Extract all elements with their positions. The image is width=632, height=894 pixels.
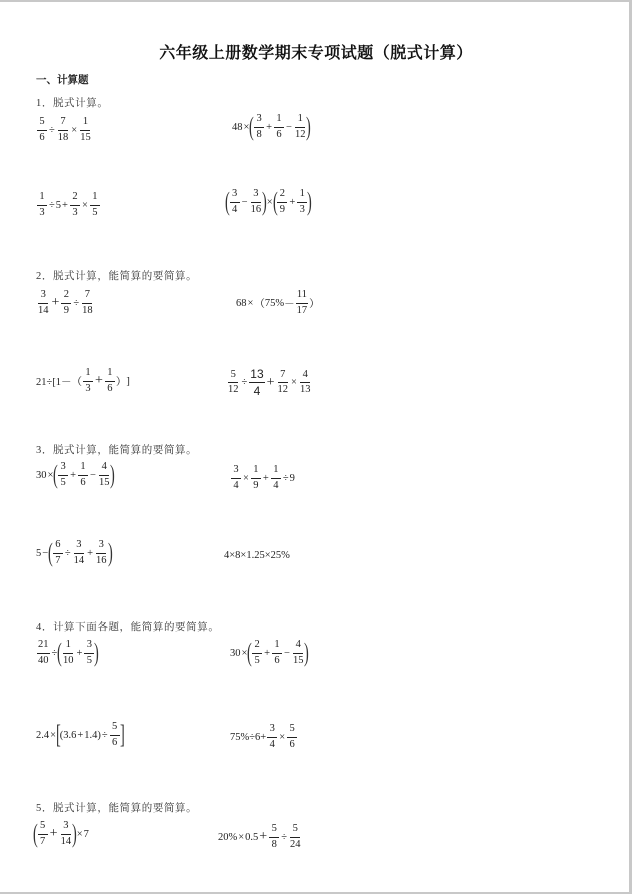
expression-4b: 30 × ( $\frac{2}{5}$ + $\frac{1}{6}$ − $\frac{4}{15}$ ) [230, 638, 310, 667]
expression-5b: 20% × 0.5 + $\frac{5}{8}$ ÷ $\frac{5}{24}$ [218, 823, 301, 850]
question-3-label: 3．脱式计算，能简算的要简算。 [36, 445, 198, 456]
question-2-label: 2．脱式计算，能简算的要简算。 [36, 271, 198, 282]
page-title: 六年级上册数学期末专项试题（脱式计算） [159, 45, 473, 62]
expression-1b: 48 × ( $\frac{3}{8}$ + $\frac{1}{6}$ − $\frac{1}{12}$ ) [232, 112, 312, 141]
expression-4c: 2.4 × [ ( 3.6 + 1.4 ) ÷ $\frac{5}{6}$ ] [36, 720, 125, 749]
expression-3b: $\frac{3}{4}$ × $\frac{1}{9}$ + $\frac{1}{4}$ ÷ 9 [230, 465, 295, 491]
expression-4d: 75%÷6+ $\frac{3}{4}$ × $\frac{5}{6}$ [230, 724, 298, 750]
question-4-label: 4．计算下面各题，能简算的要简算。 [36, 622, 220, 633]
expression-5a: ( $\frac{5}{7}$ + $\frac{3}{14}$ ) × 7 [32, 819, 89, 848]
expression-2d: $\frac{5}{12}$ ÷ $\frac{13}{4}$ + $\frac{7}{12}$ × $\frac{4}{13}$ [228, 367, 311, 398]
expression-3c: 5 − ( $\frac{6}{7}$ ÷ $\frac{3}{14}$ + $\frac{3}{16}$ ) [36, 538, 113, 567]
expression-3d: 4×8×1.25×25% [224, 550, 290, 561]
expression-1d: ( $\frac{3}{4}$ − $\frac{3}{16}$ ) × ( $\frac{2}{9}$ + $\frac{1}{3}$ ) [224, 187, 313, 216]
expression-1a: $\frac{5}{6}$ ÷ $\frac{7}{18}$ × $\frac{1}{15}$ [36, 117, 93, 143]
section-heading: 一、计算题 [36, 75, 89, 86]
expression-4a: $\frac{21}{40}$ ÷ ( $\frac{1}{10}$ + $\frac{3}{5}$ ) [38, 638, 100, 667]
expression-1c: $\frac{1}{3}$ ÷ 5 + $\frac{2}{3}$ × $\frac{1}{5}$ [36, 192, 101, 218]
expression-2b: 68 × （ 75% － $\frac{11}{17}$ ） [236, 289, 320, 316]
question-5-label: 5．脱式计算，能简算的要简算。 [36, 803, 198, 814]
expression-3a: 30 × ( $\frac{3}{5}$ + $\frac{1}{6}$ − $\frac{4}{15}$ ) [36, 460, 116, 489]
page-border-top [0, 0, 632, 2]
expression-2c: 21÷[1－ （ $\frac{1}{3}$ + $\frac{1}{6}$ ） ] [36, 367, 130, 394]
expression-2a: $\frac{3}{14}$ + $\frac{2}{9}$ ÷ $\frac{7}{18}$ [38, 289, 93, 316]
question-1-label: 1．脱式计算。 [36, 98, 109, 109]
